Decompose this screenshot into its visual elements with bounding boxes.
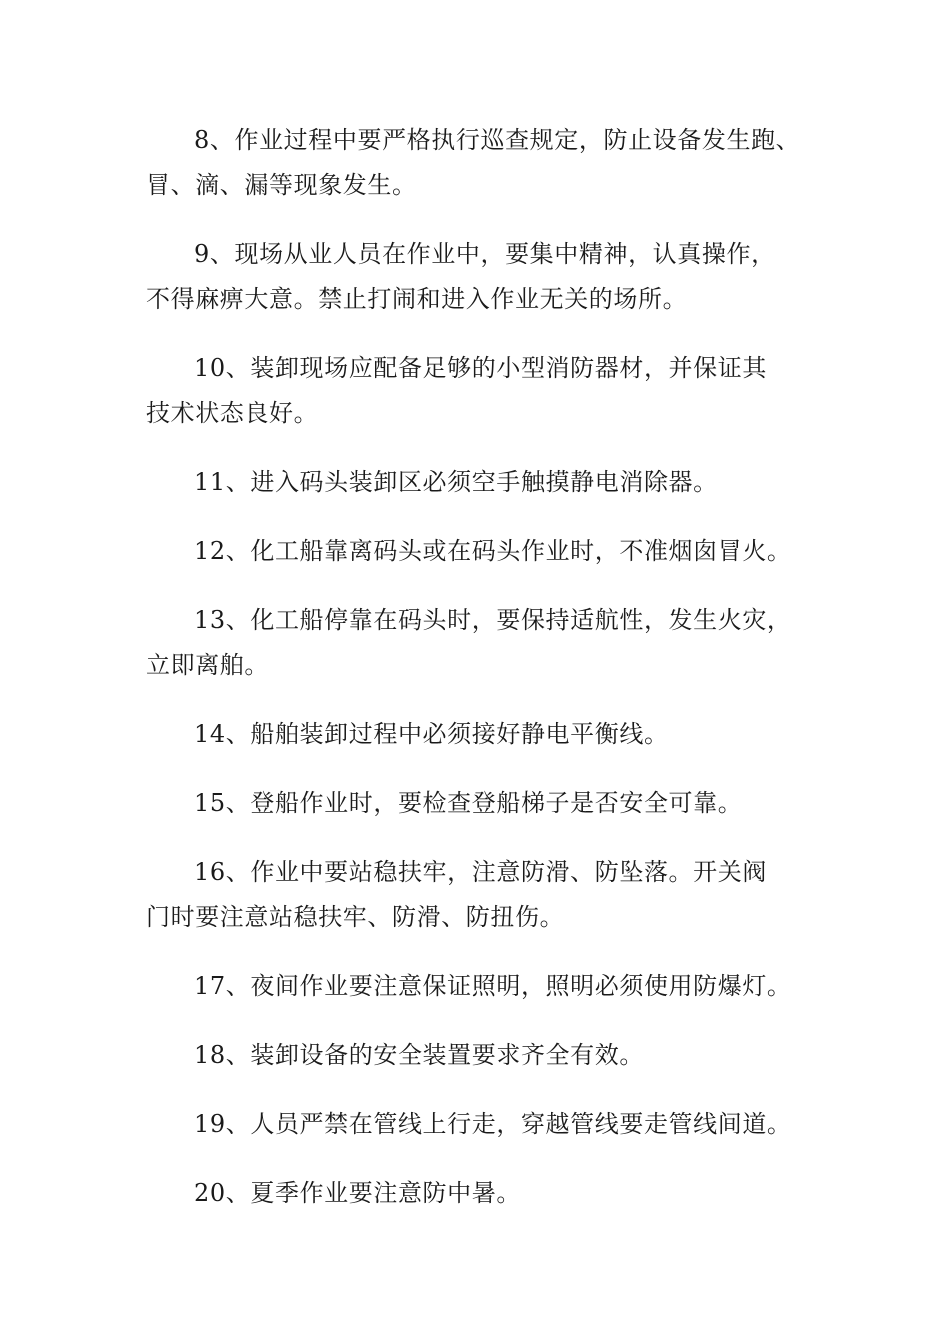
paragraph-line: 15、登船作业时，要检查登船梯子是否安全可靠。 [194, 789, 743, 817]
paragraph-item-15 [146, 781, 818, 826]
paragraph-line: 技术状态良好。 [146, 399, 319, 427]
paragraph-item-9 [146, 232, 818, 322]
paragraph-item-16 [146, 850, 818, 940]
paragraph-item-18 [146, 1033, 818, 1078]
paragraph-item-13 [146, 598, 818, 688]
paragraph-item-11 [146, 460, 818, 505]
paragraph-line: 10、装卸现场应配备足够的小型消防器材，并保证其 [194, 354, 767, 382]
document-body [146, 118, 818, 1240]
paragraph-line: 门时要注意站稳扶牢、防滑、防扭伤。 [146, 903, 565, 931]
paragraph-line: 17、夜间作业要注意保证照明，照明必须使用防爆灯。 [194, 972, 792, 1000]
paragraph-item-14 [146, 712, 818, 757]
paragraph-item-20 [146, 1171, 818, 1216]
paragraph-line: 19、人员严禁在管线上行走，穿越管线要走管线间道。 [194, 1110, 792, 1138]
paragraph-line: 18、装卸设备的安全装置要求齐全有效。 [194, 1041, 644, 1069]
paragraph-line: 立即离舶。 [146, 651, 269, 679]
paragraph-line: 13、化工船停靠在码头时，要保持适航性，发生火灾， [194, 606, 792, 634]
paragraph-line: 8、作业过程中要严格执行巡查规定，防止设备发生跑、 [194, 126, 801, 154]
paragraph-item-10 [146, 346, 818, 436]
paragraph-line: 9、现场从业人员在作业中，要集中精神，认真操作， [194, 240, 776, 268]
paragraph-line: 20、夏季作业要注意防中暑。 [194, 1179, 521, 1207]
paragraph-line: 14、船舶装卸过程中必须接好静电平衡线。 [194, 720, 669, 748]
paragraph-item-12 [146, 529, 818, 574]
paragraph-item-19 [146, 1102, 818, 1147]
paragraph-item-17 [146, 964, 818, 1009]
paragraph-item-8 [146, 118, 818, 208]
paragraph-line: 不得麻痹大意。禁止打闹和进入作业无关的场所。 [146, 285, 688, 313]
paragraph-line: 12、化工船靠离码头或在码头作业时，不准烟囱冒火。 [194, 537, 792, 565]
paragraph-line: 16、作业中要站稳扶牢，注意防滑、防坠落。开关阀 [194, 858, 767, 886]
paragraph-line: 11、进入码头装卸区必须空手触摸静电消除器。 [194, 468, 718, 496]
paragraph-line: 冒、滴、漏等现象发生。 [146, 171, 417, 199]
